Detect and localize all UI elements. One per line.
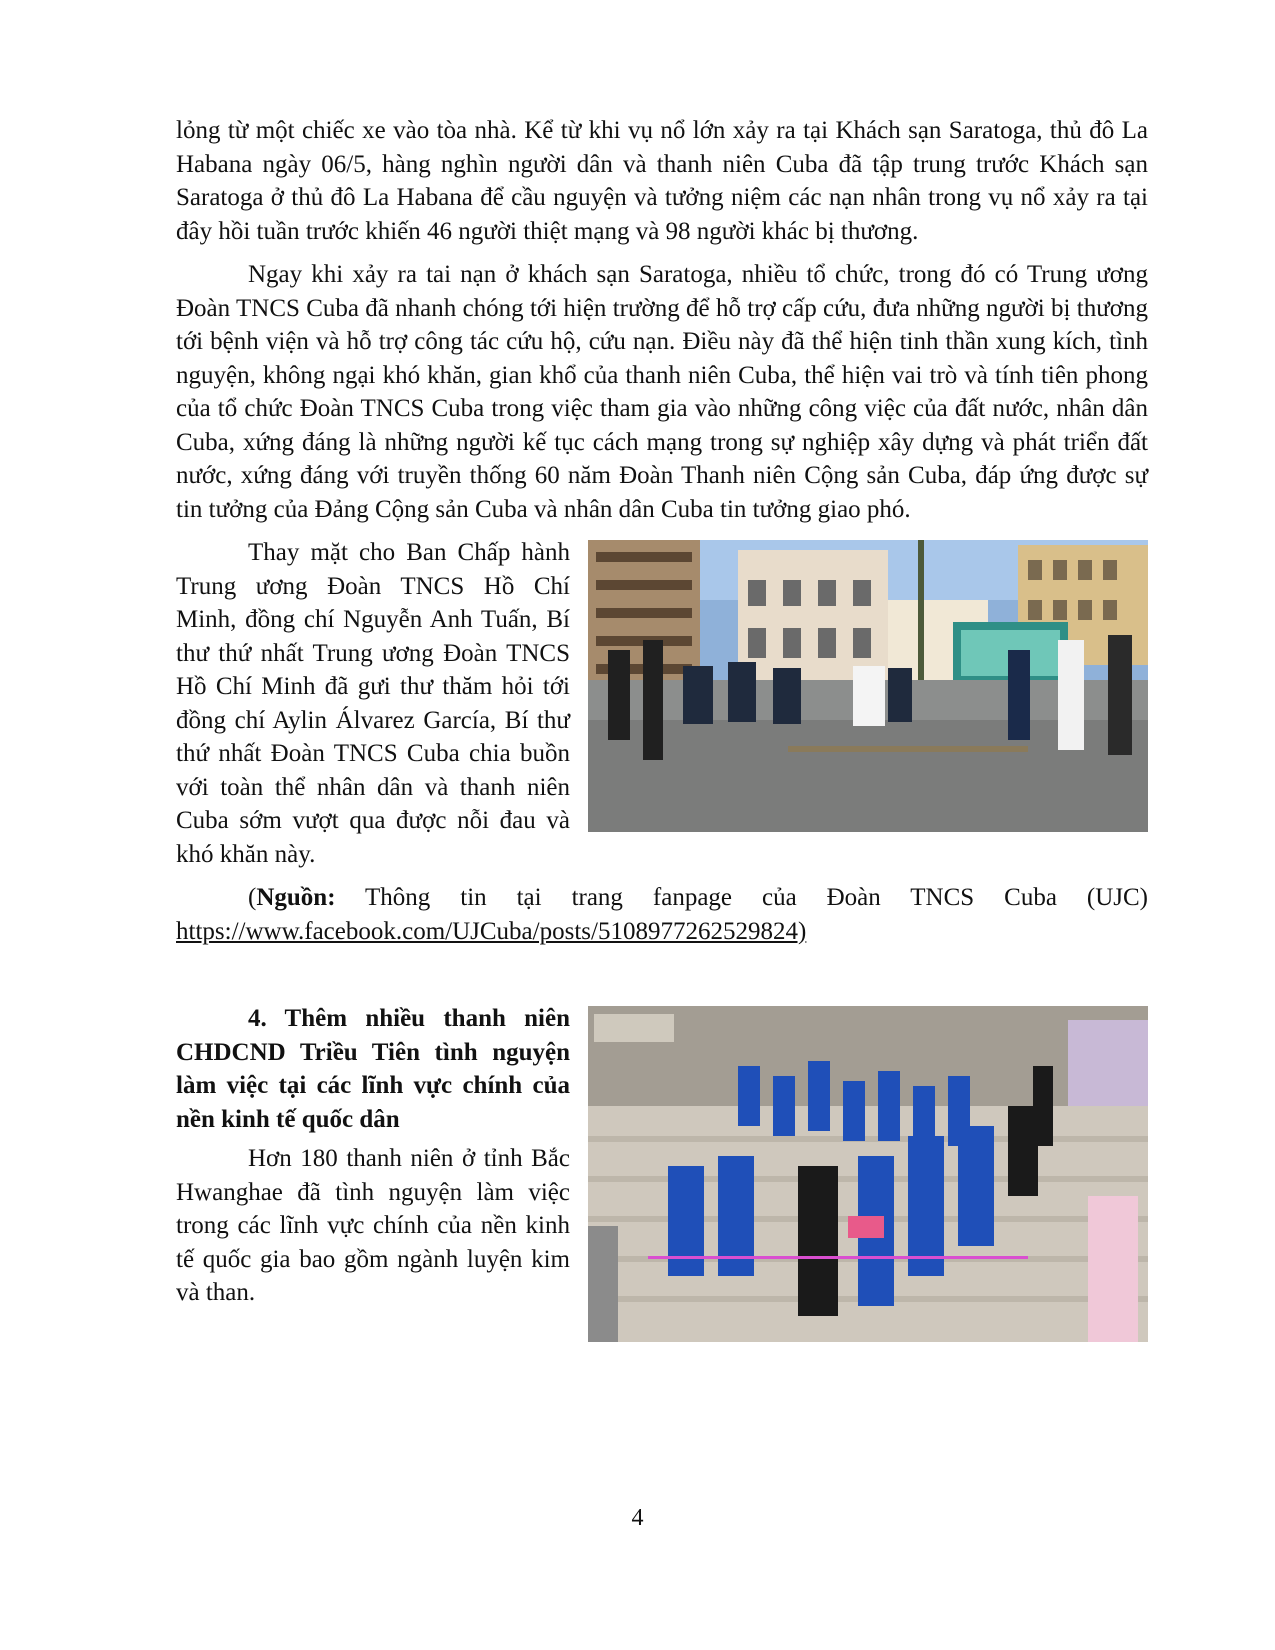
photo-saratoga-memorial (588, 540, 1148, 832)
section-4-heading: 4. Thêm nhiều thanh niên CHDCND Triều Tiên tình nguyện làm việc tại các lĩnh vực chính của nền kinh tế quốc dân (176, 1005, 570, 1133)
source-open-paren: ( (248, 884, 257, 911)
photo-dprk-youth-volunteers (588, 1006, 1148, 1342)
source-text: Thông tin tại trang fanpage của Đoàn TNCS Cuba (UJC) (335, 884, 1148, 911)
paragraph-saratoga-explosion: lỏng từ một chiếc xe vào tòa nhà. Kể từ khi vụ nổ lớn xảy ra tại Khách sạn Saratoga, thủ đô La Habana ngày 06/5, hàng nghìn người dân và thanh niên Cuba đã tập trung trước Khách sạn Saratoga ở thủ đô La Habana để cầu nguyện và tưởng niệm các nạn nhân trong vụ nổ xảy ra tại đây hồi tuần trước khiến 46 người thiệt mạng và 98 người khác bị thương. (176, 117, 1148, 245)
page-number: 4 (631, 1505, 644, 1531)
paragraph-ujc-rescue: Ngay khi xảy ra tai nạn ở khách sạn Saratoga, nhiều tổ chức, trong đó có Trung ương Đoàn TNCS Cuba đã nhanh chóng tới hiện trường để hỗ trợ cấp cứu, đưa những người bị thương tới bệnh viện và hỗ trợ công tác cứu hộ, cứu nạn. Điều này đã thể hiện tinh thần xung kích, tình nguyện, không ngại khó khăn, gian khổ của thanh niên Cuba, thể hiện vai trò và tính tiên phong của tổ chức Đoàn TNCS Cuba trong việc tham gia vào những công việc của đất nước, nhân dân Cuba, xứng đáng là những người kế tục cách mạng trong sự nghiệp xây dựng và phát triển đất nước, xứng đáng với truyền thống 60 năm Đoàn Thanh niên Cộng sản Cuba, đáp ứng được sự tin tưởng của Đảng Cộng sản Cuba và nhân dân Cuba tin tưởng giao phó. (176, 261, 1148, 523)
paragraph-letter-condolence: Thay mặt cho Ban Chấp hành Trung ương Đoàn TNCS Hồ Chí Minh, đồng chí Nguyễn Anh Tuấn, Bí thư thứ nhất Trung ương Đoàn TNCS Hồ Chí Minh đã gưi thư thăm hỏi tới đồng chí Aylin Álvarez García, Bí thư thứ nhất Đoàn TNCS Cuba chia buồn với toàn thể nhân dân và thanh niên Cuba sớm vượt qua được nỗi đau và khó khăn này. (176, 539, 570, 868)
section-spacer (176, 958, 1148, 1002)
source-label: Nguồn: (256, 884, 336, 911)
document-page (176, 114, 1148, 1350)
source-citation (176, 881, 1148, 948)
section-4-body: Hơn 180 thanh niên ở tỉnh Bắc Hwanghae đã tình nguyện làm việc trong các lĩnh vực chính của nền kinh tế quốc gia bao gồm ngành luyện kim và than. (176, 1145, 570, 1306)
source-link[interactable]: https://www.facebook.com/UJCuba/posts/5108977262529824) (176, 917, 807, 945)
